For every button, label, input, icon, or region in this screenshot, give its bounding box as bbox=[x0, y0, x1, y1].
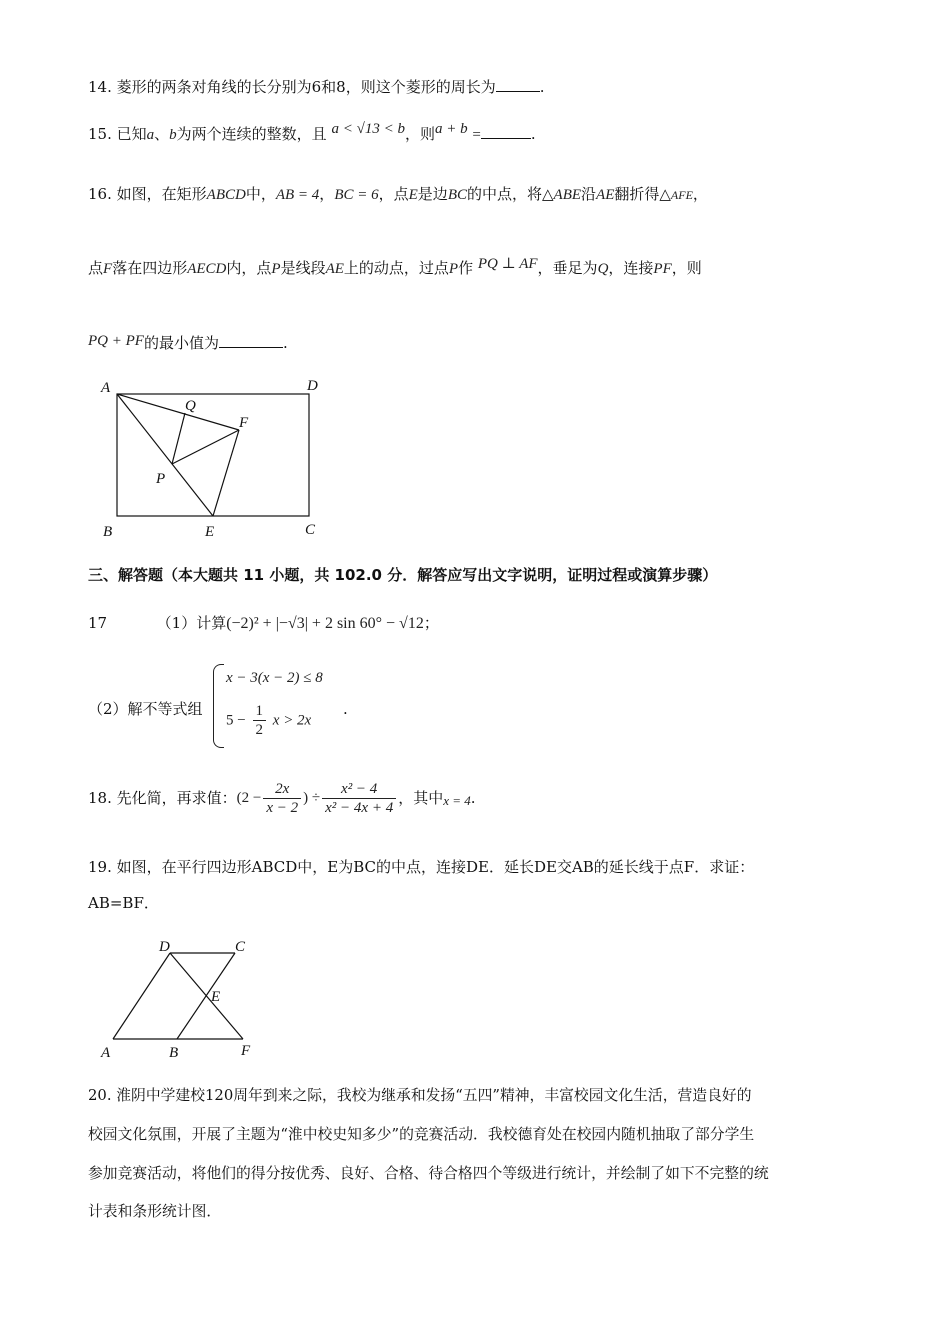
label-e: E bbox=[211, 989, 221, 1005]
math-expression: PQ ⊥ AF bbox=[477, 256, 538, 272]
label-p: P bbox=[156, 471, 166, 487]
question-14 bbox=[88, 76, 545, 98]
answer-blank bbox=[481, 124, 531, 139]
question-text: ，则 bbox=[404, 125, 435, 143]
segment-pf bbox=[172, 430, 239, 464]
question-text: ，则 bbox=[671, 259, 702, 277]
punctuation: . bbox=[530, 125, 536, 143]
numerator: x² − 4 bbox=[322, 780, 396, 799]
math-part: (2 − bbox=[236, 790, 262, 806]
punctuation: . bbox=[282, 334, 288, 352]
denominator: x² − 4x + 4 bbox=[325, 799, 394, 816]
answer-blank bbox=[219, 333, 283, 348]
math-var: Q bbox=[597, 261, 609, 277]
denominator: 2 bbox=[255, 722, 263, 738]
fraction-half bbox=[253, 702, 267, 739]
question-text: 沿 bbox=[581, 185, 597, 203]
question-text: 先化简，再求值： bbox=[116, 789, 237, 807]
math-var: b bbox=[169, 127, 177, 143]
question-text: 如图，在矩形 bbox=[116, 185, 207, 203]
question-text: 点 bbox=[88, 259, 104, 277]
question-number: 16. bbox=[88, 185, 112, 203]
fraction-1 bbox=[263, 780, 301, 817]
system-brace bbox=[213, 664, 224, 748]
math-var: P bbox=[448, 261, 459, 277]
label-a: A bbox=[101, 380, 111, 396]
math-var: F bbox=[103, 261, 113, 277]
question-text: 翻折得△ bbox=[614, 185, 671, 203]
question-text: 中， bbox=[245, 185, 276, 203]
math-expression: (−2)² + |−√3| + 2 sin 60° − √12 bbox=[226, 615, 424, 632]
question-text: 的中点，将△ bbox=[466, 185, 554, 203]
question-20-line-1: 20. 淮阴中学建校120周年到来之际，我校为继承和发扬“五四”精神，丰富校园文化生活，营造良好的 bbox=[88, 1087, 752, 1104]
question-number: 18. bbox=[88, 789, 112, 807]
question-text: 上的动点，过点 bbox=[343, 259, 449, 277]
question-text: 、 bbox=[154, 125, 170, 143]
question-text: ，点 bbox=[378, 185, 409, 203]
section-heading: 三、解答题（本大题共 11 小题，共 102.0 分．解答应写出文字说明，证明过程或演算步骤） bbox=[88, 566, 718, 584]
segment-ad bbox=[113, 953, 170, 1039]
question-19-line-2: AB=BF． bbox=[88, 894, 159, 912]
question-16-line-2 bbox=[88, 257, 702, 280]
label-d: D bbox=[307, 378, 318, 394]
question-text: ，其中 bbox=[398, 789, 444, 807]
math-expression: AB = 4 bbox=[275, 187, 320, 203]
math-condition: x = 4 bbox=[443, 793, 471, 808]
math-var: E bbox=[408, 187, 418, 203]
math-var: AE bbox=[596, 187, 615, 203]
segment-ae bbox=[117, 394, 213, 516]
segment-fe bbox=[213, 430, 239, 516]
label-b: B bbox=[103, 524, 113, 540]
numerator: 1 bbox=[253, 702, 267, 721]
math-var: AE bbox=[325, 261, 344, 277]
question-20-line-3: 参加竞赛活动，将他们的得分按优秀、良好、合格、待合格四个等级进行统计，并绘制了如下不完整的统 bbox=[88, 1165, 769, 1182]
label-q: Q bbox=[185, 398, 196, 414]
label-f: F bbox=[239, 415, 249, 431]
question-number: 17 bbox=[88, 614, 108, 632]
math-var: BC bbox=[447, 187, 467, 203]
label-a: A bbox=[101, 1045, 111, 1061]
question-15 bbox=[88, 123, 536, 146]
figure-rectangle-abcd bbox=[95, 372, 335, 542]
question-text: 的最小值为 bbox=[143, 334, 219, 352]
question-text: 已知 bbox=[116, 125, 147, 143]
question-text: 菱形的两条对角线的长分别为6和8，则这个菱形的周长为 bbox=[116, 78, 496, 96]
math-expression: PQ + PF bbox=[88, 333, 144, 349]
math-part: 5 − bbox=[226, 712, 246, 729]
question-text: （2）解不等式组 bbox=[88, 700, 203, 718]
label-b: B bbox=[169, 1045, 179, 1061]
answer-blank bbox=[496, 77, 540, 92]
question-text: 落在四边形 bbox=[112, 259, 188, 277]
question-17-part-2-label bbox=[88, 698, 203, 720]
math-expression: BC = 6 bbox=[334, 187, 379, 203]
question-text: ，垂足为 bbox=[537, 259, 598, 277]
label-e: E bbox=[205, 524, 215, 540]
math-var: PF bbox=[653, 261, 672, 277]
question-16-line-1 bbox=[88, 183, 708, 206]
rectangle-abcd bbox=[117, 394, 309, 516]
question-16-line-3 bbox=[88, 332, 288, 355]
math-equals: = bbox=[472, 127, 481, 143]
question-20-line-2: 校园文化氛围，开展了主题为“淮中校史知多少”的竞赛活动．我校德育处在校园内随机抽取了部分学生 bbox=[88, 1126, 755, 1143]
question-text: 内，点 bbox=[226, 259, 272, 277]
inequality-1: x − 3(x − 2) ≤ 8 bbox=[226, 670, 323, 686]
question-text: 是线段 bbox=[280, 259, 326, 277]
question-text: ，连接 bbox=[608, 259, 654, 277]
question-text: ， bbox=[692, 185, 708, 203]
segment-df bbox=[170, 953, 243, 1039]
math-var: AECD bbox=[187, 261, 227, 277]
math-part: ) ÷ bbox=[303, 790, 321, 806]
punctuation: ； bbox=[423, 614, 439, 632]
math-inequality: a < √13 < b bbox=[331, 121, 405, 137]
label-c: C bbox=[305, 522, 316, 538]
math-var: AFE bbox=[670, 188, 693, 202]
numerator: 2x bbox=[263, 780, 301, 799]
label-d: D bbox=[159, 939, 170, 955]
math-var: P bbox=[271, 261, 281, 277]
segment-pq bbox=[172, 413, 185, 464]
math-var: ABE bbox=[553, 187, 582, 203]
label-c: C bbox=[235, 939, 246, 955]
math-part: x > 2x bbox=[272, 712, 312, 729]
question-text: （1）计算 bbox=[156, 614, 227, 632]
math-var: ABCD bbox=[206, 187, 246, 203]
question-17-part-1 bbox=[88, 612, 439, 635]
label-f: F bbox=[241, 1043, 251, 1059]
inequality-2 bbox=[226, 702, 311, 739]
question-number: 15. bbox=[88, 125, 112, 143]
punctuation: . bbox=[470, 789, 476, 807]
question-number: 14. bbox=[88, 78, 112, 96]
question-text: 作 bbox=[458, 259, 474, 277]
punctuation: . bbox=[539, 78, 545, 96]
fraction-2 bbox=[322, 780, 396, 817]
question-18 bbox=[88, 770, 476, 826]
question-text: ， bbox=[319, 185, 335, 203]
question-text: 为两个连续的整数，且 bbox=[176, 125, 327, 143]
figure-parallelogram-abcd bbox=[95, 935, 275, 1065]
denominator: x − 2 bbox=[266, 799, 299, 816]
segment-af bbox=[117, 394, 239, 430]
punctuation: . bbox=[343, 700, 348, 718]
question-20-line-4: 计表和条形统计图． bbox=[88, 1203, 222, 1220]
math-var: a bbox=[146, 127, 155, 143]
math-expression: a + b bbox=[434, 121, 468, 137]
question-text: 是边 bbox=[417, 185, 448, 203]
question-19-line-1: 19. 如图，在平行四边形ABCD中，E为BC的中点，连接DE．延长DE交AB的延长线于点F．求证： bbox=[88, 858, 755, 876]
